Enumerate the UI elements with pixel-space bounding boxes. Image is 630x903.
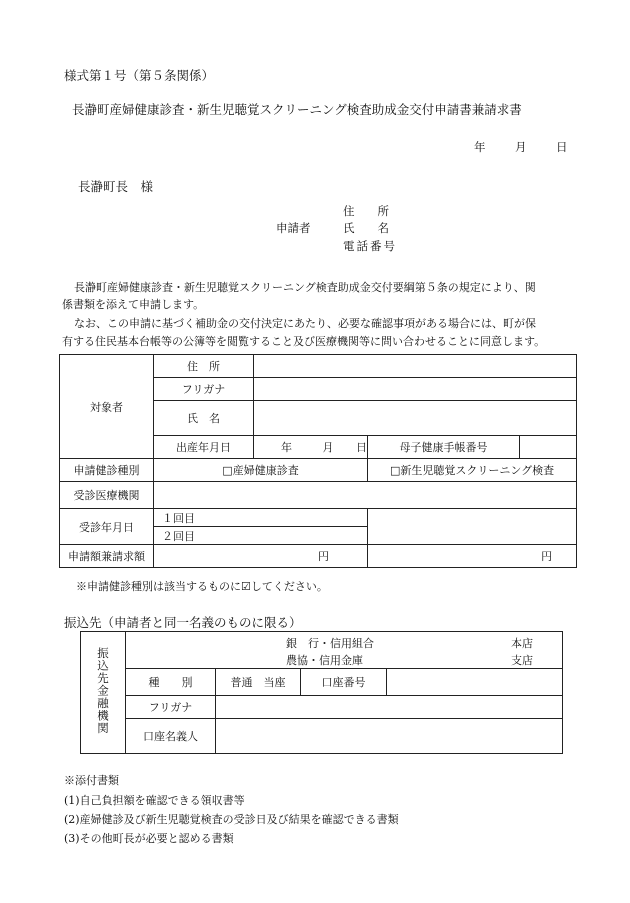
body-line-1: 長瀞町産婦健康診査・新生児聴覚スクリーニング検査助成金交付要綱第５条の規定により、関 xyxy=(74,281,536,294)
attachment-item-3: (3)その他町長が必要と認める書類 xyxy=(64,832,234,845)
subject-name-label: 氏 名 xyxy=(154,401,254,436)
application-table xyxy=(59,354,577,568)
amount-newborn-field[interactable]: 円 xyxy=(368,545,577,568)
honten-label: 本店 xyxy=(511,637,533,650)
bank-name-field[interactable] xyxy=(126,632,563,669)
form-number: 様式第１号（第５条関係） xyxy=(64,68,215,83)
holder-furigana-label: フリガナ xyxy=(126,696,216,719)
addressee: 長瀞町長 様 xyxy=(78,179,154,194)
holder-furigana-field[interactable] xyxy=(216,696,563,719)
form-title: 長瀞町産婦健康診査・新生児聴覚スクリーニング検査助成金交付申請書兼請求書 xyxy=(72,102,522,117)
checkbox-note: ※申請健診種別は該当するものに☑してください。 xyxy=(76,580,328,593)
bank-side-label: 振込先金融機関 xyxy=(96,647,110,735)
birth-day-unit: 日 xyxy=(356,441,367,454)
date-month: 月 xyxy=(515,140,527,154)
account-number-field[interactable] xyxy=(387,669,563,696)
body-line-3: なお、この申請に基づく補助金の交付決定にあたり、必要な確認事項がある場合には、町が保 xyxy=(74,317,536,330)
clinic-field[interactable] xyxy=(154,482,577,509)
applicant-address-label: 住 所 xyxy=(343,204,389,218)
attachment-item-1: (1)自己負担額を確認できる領収書等 xyxy=(64,794,245,807)
attachment-item-2: (2)産婦健診及び新生児聴覚検査の受診日及び結果を確認できる書類 xyxy=(64,813,399,826)
subject-label: 対象者 xyxy=(60,355,154,459)
holder-field[interactable] xyxy=(216,719,563,754)
date-day: 日 xyxy=(556,140,568,154)
boshi-number-label: 母子健康手帳番号 xyxy=(368,436,520,459)
holder-label: 口座名義人 xyxy=(126,719,216,754)
exam-date-label: 受診年月日 xyxy=(60,509,154,545)
shiten-label: 支店 xyxy=(511,654,533,667)
boshi-number-field[interactable] xyxy=(520,436,577,459)
account-type-label: 種 別 xyxy=(126,669,216,696)
applicant-phone-label: 電話番号 xyxy=(343,239,397,253)
bank-heading: 振込先（申請者と同一名義のものに限る） xyxy=(64,615,302,630)
birthdate-label: 出産年月日 xyxy=(154,436,254,459)
exam-type-label: 申請健診種別 xyxy=(60,459,154,482)
bank-type-line-1: 銀 行・信用組合 xyxy=(286,637,374,650)
exam-date-second[interactable]: ２回目 xyxy=(154,527,368,545)
exam-date-first[interactable]: １回目 xyxy=(154,509,368,527)
option-newborn-checkbox[interactable]: □新生児聴覚スクリーニング検査 xyxy=(368,459,577,482)
applicant-name-label: 氏 名 xyxy=(343,221,389,235)
account-type-options[interactable]: 普通 当座 xyxy=(216,669,301,696)
amount-sanpu-field[interactable]: 円 xyxy=(154,545,368,568)
clinic-label: 受診医療機関 xyxy=(60,482,154,509)
body-line-2: 係書類を添えて申請します。 xyxy=(62,298,205,311)
bank-table xyxy=(80,631,563,754)
bank-side-label-cell xyxy=(81,632,126,754)
subject-furigana-field[interactable] xyxy=(254,378,577,401)
exam-date-newborn-field[interactable] xyxy=(368,509,577,545)
amount-label: 申請額兼請求額 xyxy=(60,545,154,568)
option-sanpu-checkbox[interactable]: □産婦健康診査 xyxy=(154,459,368,482)
subject-address-label: 住 所 xyxy=(154,355,254,378)
subject-address-field[interactable] xyxy=(254,355,577,378)
subject-furigana-label: フリガナ xyxy=(154,378,254,401)
applicant-label: 申請者 xyxy=(276,221,311,235)
account-number-label: 口座番号 xyxy=(301,669,387,696)
attachments-heading: ※添付書類 xyxy=(64,774,119,787)
subject-name-field[interactable] xyxy=(254,401,577,436)
birth-year-unit: 年 xyxy=(281,441,292,454)
birthdate-field[interactable] xyxy=(254,436,368,459)
birth-month-unit: 月 xyxy=(322,441,334,454)
bank-type-line-2: 農協・信用金庫 xyxy=(286,654,363,667)
date-year: 年 xyxy=(474,140,486,154)
body-line-4: 有する住民基本台帳等の公簿等を閲覧すること及び医療機関等に問い合わせることに同意します。 xyxy=(62,335,546,348)
